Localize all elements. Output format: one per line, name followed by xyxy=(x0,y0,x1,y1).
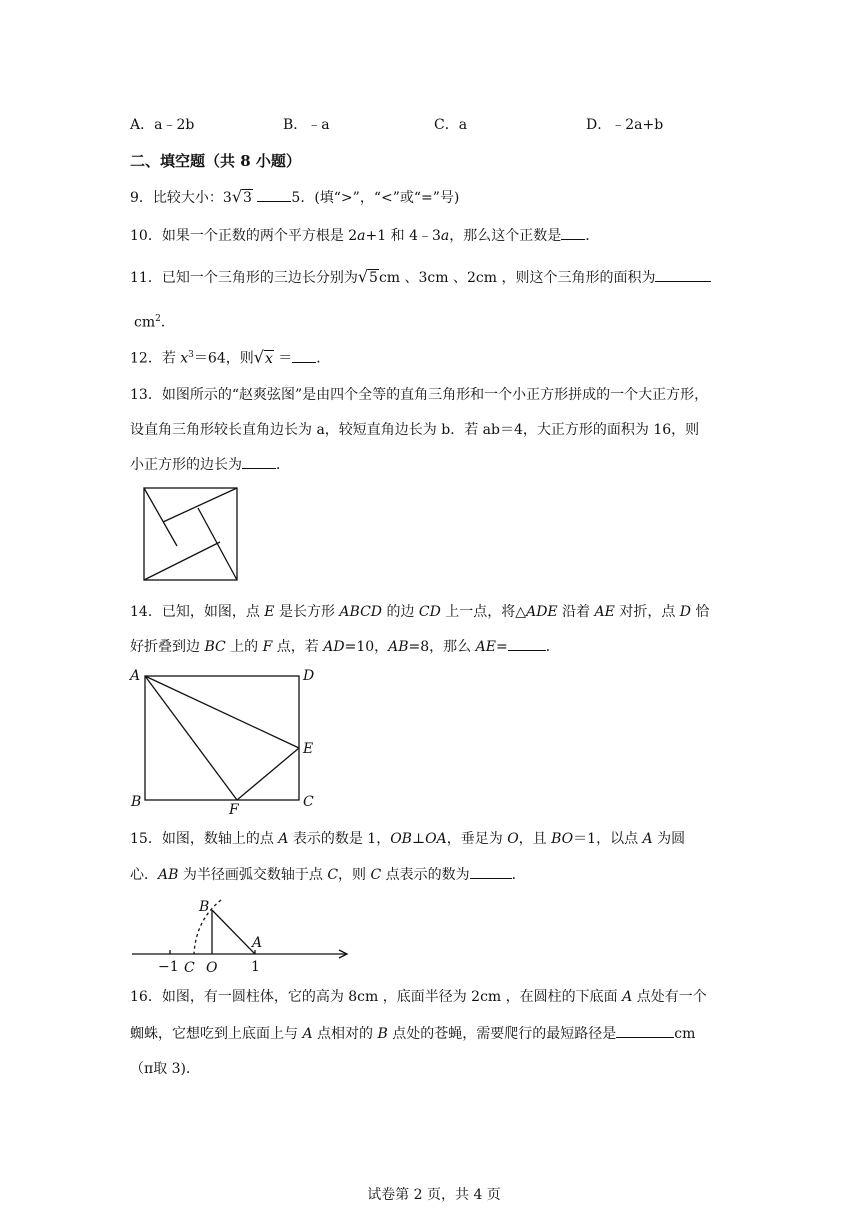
q16-text: 蜘蛛，它想吃到上底面上与 xyxy=(130,1026,303,1042)
q15-blank[interactable] xyxy=(470,866,512,879)
q15-line-1 xyxy=(130,830,685,848)
q10-var-a: a xyxy=(357,228,366,244)
label-e: E xyxy=(303,741,314,757)
q11-sup: 2 xyxy=(155,314,161,324)
q14-tail: ． xyxy=(545,639,560,655)
q15-var: O xyxy=(507,831,519,847)
q14-text: = xyxy=(495,639,508,655)
q14-text: 恰 xyxy=(691,604,710,620)
q11-post: cm 、3cm 、2cm ，则这个三角形的面积为 xyxy=(378,270,656,286)
q9-post: 5．(填“>”，“<”或“=”号) xyxy=(291,190,460,206)
triangle-edge-2 xyxy=(163,488,237,522)
q14-text: 是长方形 xyxy=(274,604,340,620)
segment-ba xyxy=(212,910,255,954)
label-a: A xyxy=(252,935,263,951)
q14-var: D xyxy=(679,604,692,620)
q12-root: x xyxy=(264,350,273,367)
q12-blank[interactable] xyxy=(292,350,316,363)
q16-text: 点处有一个 xyxy=(632,989,707,1005)
q13-blank[interactable] xyxy=(242,456,276,469)
q14-var: CD xyxy=(418,604,441,620)
q11-tail: ． xyxy=(160,314,175,331)
triangle-edge-3 xyxy=(198,508,237,580)
question-11: 11．已知一个三角形的三边长分别为√5cm 、3cm 、2cm ，则这个三角形的面积为 xyxy=(130,268,711,287)
q16-text: 16．如图，有一圆柱体，它的高为 8cm ，底面半径为 2cm ，在圆柱的下底面 xyxy=(130,989,623,1005)
q15-var: OB⊥OA xyxy=(390,831,447,847)
q12-mid: ＝64，则 xyxy=(193,350,254,367)
label-1: 1 xyxy=(251,959,260,974)
q16-var: B xyxy=(377,1026,388,1042)
q10-post: ，那么这个正数是 xyxy=(449,228,562,244)
q12-post: ＝ xyxy=(273,350,293,367)
q11-root: 5 xyxy=(369,270,378,286)
q15-text: 表示的数是 1， xyxy=(288,831,391,847)
q16-text: 点处的苍蝇，需要爬行的最短路径是 xyxy=(387,1026,617,1042)
q14-var: E xyxy=(264,604,275,620)
q11-pre: 11．已知一个三角形的三边长分别为 xyxy=(130,270,358,286)
big-square xyxy=(144,488,237,580)
option-d: D．﹣2a+b xyxy=(586,117,664,133)
triangle-edge-1 xyxy=(144,488,177,546)
label-a: A xyxy=(130,668,141,684)
q14-blank[interactable] xyxy=(508,638,546,651)
segment-af xyxy=(145,676,237,800)
q16-unit: cm xyxy=(674,1026,696,1042)
q12-var: x xyxy=(180,350,189,367)
segment-fe xyxy=(237,748,299,800)
q15-text: ，且 xyxy=(518,831,552,847)
q16-line-2 xyxy=(130,1025,695,1043)
label-d: D xyxy=(303,668,315,684)
q14-text: 的边 xyxy=(382,604,419,620)
question-9: 9．比较大小：3√3 5．(填“>”，“<”或“=”号) xyxy=(130,187,460,206)
q14-var: AE xyxy=(475,639,496,655)
zhao-shuang-figure xyxy=(140,485,242,583)
triangle-edge-4 xyxy=(144,542,220,580)
segment-ae xyxy=(145,676,299,748)
q14-text: 沿着 xyxy=(557,604,595,620)
q15-text: 心． xyxy=(130,867,158,883)
q15-var: C xyxy=(327,867,339,883)
label-f: F xyxy=(229,802,239,816)
number-line-figure xyxy=(126,894,356,974)
q10-tail: ． xyxy=(585,228,600,244)
q11-blank[interactable] xyxy=(655,269,711,282)
q16-blank[interactable] xyxy=(616,1025,674,1038)
q14-var: AD xyxy=(323,639,345,655)
label-c: C xyxy=(184,960,195,974)
q9-text: 9．比较大小：3 xyxy=(130,190,232,206)
q13-line3-text: 小正方形的边长为 xyxy=(130,457,242,473)
q12-tail: ． xyxy=(316,350,331,367)
q13-line-3 xyxy=(130,456,290,474)
q14-var: BC xyxy=(204,639,226,655)
q11-unit: cm xyxy=(134,314,156,331)
q10-mid: +1 和 4﹣3 xyxy=(365,228,441,244)
label-o: O xyxy=(206,960,218,974)
q9-blank[interactable] xyxy=(257,189,291,202)
q15-text: 为半径画弧交数轴于点 xyxy=(178,867,328,883)
q14-text: 好折叠到边 xyxy=(130,639,205,655)
q14-text: 14．已知，如图，点 xyxy=(130,604,265,620)
q15-var: A xyxy=(642,831,653,847)
q14-text: =8，那么 xyxy=(408,639,476,655)
option-a: A．a﹣2b xyxy=(130,117,195,133)
q16-text: 点相对的 xyxy=(312,1026,378,1042)
label-c: C xyxy=(303,794,314,810)
q13-tail: ． xyxy=(276,457,290,473)
q16-var: A xyxy=(302,1026,313,1042)
q15-text: ＝1，以点 xyxy=(573,831,643,847)
q9-root: 3 xyxy=(243,190,252,206)
label-b: B xyxy=(199,899,210,915)
q12-sup: 3 xyxy=(188,350,194,360)
page-footer: 试卷第 2 页，共 4 页 xyxy=(367,1187,501,1203)
rectangle-fold-figure xyxy=(126,664,326,816)
q15-var: A xyxy=(278,831,289,847)
q14-text: 对折，点 xyxy=(614,604,680,620)
q15-line-2 xyxy=(130,866,526,884)
q15-text: 点表示的数为 xyxy=(381,867,470,883)
q12-pre: 12．若 xyxy=(130,350,181,367)
label-b: B xyxy=(131,794,142,810)
q15-var: C xyxy=(370,867,382,883)
q16-var: A xyxy=(622,989,633,1005)
q13-line-1: 13．如图所示的“赵爽弦图”是由四个全等的直角三角形和一个小正方形拼成的一个大正方形， xyxy=(130,387,709,403)
section-title: 二、填空题（共 8 小题） xyxy=(130,152,301,170)
q14-var: AE xyxy=(594,604,615,620)
q10-pre: 10．如果一个正数的两个平方根是 2 xyxy=(130,228,358,244)
q14-var: AB xyxy=(388,639,409,655)
rectangle-abcd xyxy=(145,676,299,800)
q16-line-3: （π取 3)． xyxy=(130,1061,201,1077)
q14-line-1 xyxy=(130,603,709,621)
q10-blank[interactable] xyxy=(561,227,585,240)
q14-var: F xyxy=(262,639,273,655)
q14-var: ADE xyxy=(526,604,558,620)
q15-text: ，垂足为 xyxy=(446,831,508,847)
label-minus1: −1 xyxy=(158,959,179,974)
q15-var: AB xyxy=(158,867,179,883)
q14-text: 点，若 xyxy=(272,639,324,655)
question-10 xyxy=(130,227,599,245)
q15-var: BO xyxy=(551,831,574,847)
question-12: 12．若 $x^3=64$，则√x ＝ ． xyxy=(130,347,331,367)
q14-text: =10， xyxy=(344,639,389,655)
q15-tail: ． xyxy=(511,867,526,883)
option-c: C．a xyxy=(434,117,468,133)
q14-var: ABCD xyxy=(339,604,383,620)
question-11-unit xyxy=(134,310,175,332)
q15-text: 15．如图，数轴上的点 xyxy=(130,831,279,847)
q14-text: 上一点，将△ xyxy=(440,604,527,620)
q15-text: ，则 xyxy=(338,867,371,883)
q10-var-a2: a xyxy=(440,228,450,244)
option-b: B．﹣a xyxy=(283,117,330,133)
q13-line-2: 设直角三角形较长直角边长为 a，较短直角边长为 b．若 ab＝4，大正方形的面积为 16，则 xyxy=(130,422,700,438)
q15-text: 为圆 xyxy=(652,831,686,847)
q16-line-1 xyxy=(130,988,707,1006)
q14-text: 上的 xyxy=(225,639,263,655)
q14-line-2 xyxy=(130,638,560,656)
